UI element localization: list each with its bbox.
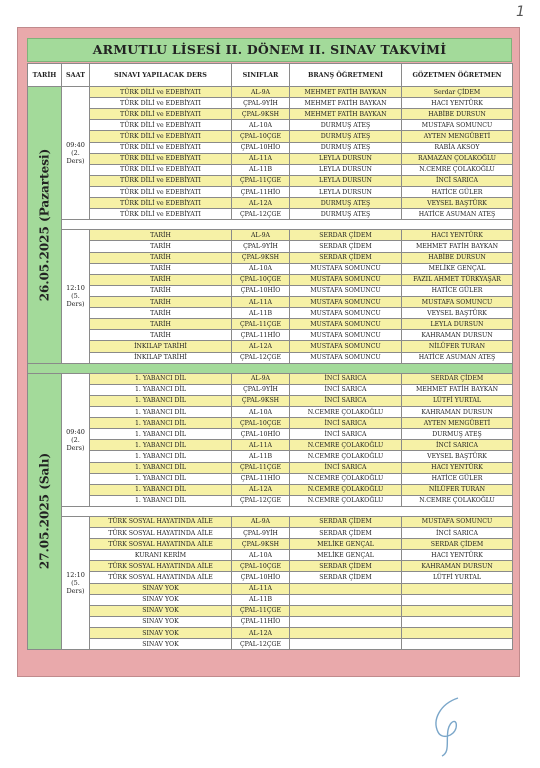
brans-cell: İNCİ SARICA [290, 384, 402, 395]
brans-cell: SERDAR ÇİDEM [290, 230, 402, 241]
brans-cell: LEYLA DURSUN [290, 153, 402, 164]
table-row [28, 98, 513, 109]
table-row [28, 539, 513, 550]
ders-cell: 1. YABANCI DİL [90, 373, 232, 384]
brans-cell: MUSTAFA SOMUNCU [290, 341, 402, 352]
sinif-cell: ÇPAL-11HİO [232, 616, 290, 627]
session-separator [28, 506, 513, 516]
sinif-cell: AL-10A [232, 406, 290, 417]
table-row [28, 373, 513, 384]
sinif-cell: ÇPAL-12ÇGE [232, 209, 290, 220]
ders-cell: TARİH [90, 263, 232, 274]
gozetmen-cell: MELİKE GENÇAL [402, 263, 513, 274]
sinif-cell: ÇPAL-12ÇGE [232, 495, 290, 506]
gozetmen-cell: N.CEMRE ÇOLAKOĞLU [402, 495, 513, 506]
brans-cell: N.CEMRE ÇOLAKOĞLU [290, 473, 402, 484]
brans-cell: LEYLA DURSUN [290, 175, 402, 186]
table-row [28, 241, 513, 252]
brans-cell: N.CEMRE ÇOLAKOĞLU [290, 451, 402, 462]
gozetmen-cell: LÜTFİ YURTAL [402, 572, 513, 583]
gozetmen-cell: AYTEN MENGÜBETİ [402, 131, 513, 142]
date-label: 27.05.2025 (Salı) [37, 453, 51, 570]
brans-cell: N.CEMRE ÇOLAKOĞLU [290, 440, 402, 451]
table-row [28, 473, 513, 484]
gozetmen-cell: MUSTAFA SOMUNCU [402, 120, 513, 131]
sinif-cell: ÇPAL-10ÇGE [232, 561, 290, 572]
brans-cell [290, 616, 402, 627]
ders-cell: SINAV YOK [90, 628, 232, 639]
sinif-cell: AL-11A [232, 153, 290, 164]
table-row [28, 550, 513, 561]
sinif-cell: ÇPAL-9YİH [232, 384, 290, 395]
gozetmen-cell: DURMUŞ ATEŞ [402, 429, 513, 440]
ders-cell: 1. YABANCI DİL [90, 473, 232, 484]
ders-cell: TARİH [90, 319, 232, 330]
table-row [28, 628, 513, 639]
time-cell: 12:10 (5. Ders) [62, 230, 90, 363]
ders-cell: TÜRK DİLİ ve EDEBİYATI [90, 175, 232, 186]
table-row [28, 605, 513, 616]
time-cell: 12:10 (5. Ders) [62, 516, 90, 649]
table-row [28, 209, 513, 220]
gozetmen-cell: HATİCE ASUMAN ATEŞ [402, 352, 513, 363]
ders-cell: 1. YABANCI DİL [90, 429, 232, 440]
day-separator [28, 363, 513, 373]
gozetmen-cell: VEYSEL BAŞTÜRK [402, 308, 513, 319]
ders-cell: İNKILAP TARİHİ [90, 352, 232, 363]
ders-cell: TARİH [90, 296, 232, 307]
brans-cell: DURMUŞ ATEŞ [290, 198, 402, 209]
ders-cell: SINAV YOK [90, 616, 232, 627]
brans-cell: MEHMET FATİH BAYKAN [290, 98, 402, 109]
sinif-cell: ÇPAL-10ÇGE [232, 418, 290, 429]
table-row [28, 330, 513, 341]
table-row [28, 198, 513, 209]
gozetmen-cell: HACI YENTÜRK [402, 230, 513, 241]
table-row [28, 153, 513, 164]
sinif-cell: AL-12A [232, 628, 290, 639]
ders-cell: TÜRK DİLİ ve EDEBİYATI [90, 209, 232, 220]
sinif-cell: ÇPAL-10ÇGE [232, 274, 290, 285]
table-row [28, 285, 513, 296]
ders-cell: TÜRK SOSYAL HAYATINDA AİLE [90, 561, 232, 572]
sinif-cell: ÇPAL-9KSH [232, 539, 290, 550]
header-gozetmen: GÖZETMEN ÖĞRETMEN [402, 64, 513, 87]
table-row [28, 175, 513, 186]
gozetmen-cell: HACI YENTÜRK [402, 462, 513, 473]
table-row [28, 462, 513, 473]
table-row [28, 495, 513, 506]
table-row [28, 395, 513, 406]
table-row [28, 296, 513, 307]
table-row [28, 319, 513, 330]
ders-cell: 1. YABANCI DİL [90, 395, 232, 406]
sinif-cell: ÇPAL-10HİO [232, 285, 290, 296]
gozetmen-cell: MUSTAFA SOMUNCU [402, 296, 513, 307]
table-row [28, 451, 513, 462]
brans-cell: MUSTAFA SOMUNCU [290, 296, 402, 307]
gozetmen-cell [402, 605, 513, 616]
ders-cell: TARİH [90, 274, 232, 285]
gozetmen-cell [402, 639, 513, 650]
brans-cell: MUSTAFA SOMUNCU [290, 330, 402, 341]
sinif-cell: AL-10A [232, 550, 290, 561]
brans-cell: İNCİ SARICA [290, 418, 402, 429]
gozetmen-cell: VEYSEL BAŞTÜRK [402, 451, 513, 462]
gozetmen-cell: SERDAR ÇİDEM [402, 539, 513, 550]
brans-cell: SERDAR ÇİDEM [290, 252, 402, 263]
sinif-cell: AL-12A [232, 341, 290, 352]
ders-cell: SINAV YOK [90, 639, 232, 650]
sinif-cell: ÇPAL-9YİH [232, 241, 290, 252]
gozetmen-cell: NİLÜFER TURAN [402, 484, 513, 495]
ders-cell: 1. YABANCI DİL [90, 418, 232, 429]
sinif-cell: ÇPAL-11HİO [232, 186, 290, 197]
sinif-cell: AL-9A [232, 230, 290, 241]
table-row [28, 516, 513, 527]
table-row [28, 639, 513, 650]
ders-cell: TÜRK DİLİ ve EDEBİYATI [90, 87, 232, 98]
table-row [28, 561, 513, 572]
sinif-cell: ÇPAL-12ÇGE [232, 639, 290, 650]
table-row [28, 142, 513, 153]
ders-cell: 1. YABANCI DİL [90, 451, 232, 462]
sinif-cell: AL-10A [232, 120, 290, 131]
ders-cell: TÜRK DİLİ ve EDEBİYATI [90, 153, 232, 164]
ders-cell: TÜRK SOSYAL HAYATINDA AİLE [90, 528, 232, 539]
table-row [28, 429, 513, 440]
header-saat: SAAT [62, 64, 90, 87]
sinif-cell: ÇPAL-9KSH [232, 109, 290, 120]
gozetmen-cell: İNCİ SARICA [402, 175, 513, 186]
sinif-cell: AL-11A [232, 440, 290, 451]
brans-cell: İNCİ SARICA [290, 373, 402, 384]
brans-cell: MUSTAFA SOMUNCU [290, 308, 402, 319]
gozetmen-cell [402, 594, 513, 605]
gozetmen-cell: HACI YENTÜRK [402, 98, 513, 109]
table-row [28, 406, 513, 417]
brans-cell: İNCİ SARICA [290, 429, 402, 440]
table-row [28, 120, 513, 131]
table-row [28, 594, 513, 605]
sinif-cell: AL-9A [232, 516, 290, 527]
table-row [28, 528, 513, 539]
brans-cell [290, 639, 402, 650]
sinif-cell: ÇPAL-11ÇGE [232, 175, 290, 186]
table-row [28, 616, 513, 627]
header-ders: SINAVI YAPILACAK DERS [90, 64, 232, 87]
brans-cell: MUSTAFA SOMUNCU [290, 274, 402, 285]
ders-cell: 1. YABANCI DİL [90, 462, 232, 473]
header-tarih: TARİH [28, 64, 62, 87]
sinif-cell: AL-11A [232, 296, 290, 307]
ders-cell: TÜRK DİLİ ve EDEBİYATI [90, 109, 232, 120]
ders-cell: TÜRK DİLİ ve EDEBİYATI [90, 131, 232, 142]
ders-cell: TÜRK DİLİ ve EDEBİYATI [90, 198, 232, 209]
brans-cell: SERDAR ÇİDEM [290, 572, 402, 583]
sinif-cell: ÇPAL-9KSH [232, 395, 290, 406]
gozetmen-cell: HABİBE DURSUN [402, 252, 513, 263]
header-sinif: SINIFLAR [232, 64, 290, 87]
schedule-title: ARMUTLU LİSESİ II. DÖNEM II. SINAV TAKVİMİ [27, 38, 512, 62]
sinif-cell: ÇPAL-10HİO [232, 429, 290, 440]
ders-cell: TÜRK DİLİ ve EDEBİYATI [90, 164, 232, 175]
gozetmen-cell: HATİCE ASUMAN ATEŞ [402, 209, 513, 220]
gozetmen-cell: KAHRAMAN DURSUN [402, 406, 513, 417]
sinif-cell: ÇPAL-11ÇGE [232, 462, 290, 473]
ders-cell: SINAV YOK [90, 594, 232, 605]
sinif-cell: ÇPAL-12ÇGE [232, 352, 290, 363]
brans-cell: MUSTAFA SOMUNCU [290, 352, 402, 363]
gozetmen-cell: HACI YENTÜRK [402, 550, 513, 561]
sinif-cell: ÇPAL-11ÇGE [232, 319, 290, 330]
ders-cell: 1. YABANCI DİL [90, 495, 232, 506]
table-row [28, 440, 513, 451]
sinif-cell: ÇPAL-11ÇGE [232, 605, 290, 616]
table-row [28, 352, 513, 363]
exam-schedule-table [27, 63, 513, 650]
gozetmen-cell: RABİA AKSOY [402, 142, 513, 153]
brans-cell: LEYLA DURSUN [290, 164, 402, 175]
brans-cell: MUSTAFA SOMUNCU [290, 319, 402, 330]
gozetmen-cell: İNCİ SARICA [402, 440, 513, 451]
sinif-cell: ÇPAL-11HİO [232, 473, 290, 484]
header-brans: BRANŞ ÖĞRETMENİ [290, 64, 402, 87]
gozetmen-cell: HATİCE GÜLER [402, 285, 513, 296]
gozetmen-cell [402, 616, 513, 627]
brans-cell: N.CEMRE ÇOLAKOĞLU [290, 484, 402, 495]
brans-cell: MEHMET FATİH BAYKAN [290, 87, 402, 98]
ders-cell: TARİH [90, 230, 232, 241]
ders-cell: SINAV YOK [90, 605, 232, 616]
sinif-cell: AL-12A [232, 484, 290, 495]
brans-cell: İNCİ SARICA [290, 462, 402, 473]
table-row [28, 274, 513, 285]
gozetmen-cell: MUSTAFA SOMUNCU [402, 516, 513, 527]
separator-cell [62, 506, 513, 516]
signature [420, 690, 480, 760]
table-row [28, 87, 513, 98]
sinif-cell: AL-11A [232, 583, 290, 594]
ders-cell: TARİH [90, 285, 232, 296]
gozetmen-cell: KAHRAMAN DURSUN [402, 330, 513, 341]
sinif-cell: AL-12A [232, 198, 290, 209]
table-row [28, 252, 513, 263]
brans-cell: MELİKE GENÇAL [290, 550, 402, 561]
gozetmen-cell: N.CEMRE ÇOLAKOĞLU [402, 164, 513, 175]
brans-cell: SERDAR ÇİDEM [290, 241, 402, 252]
brans-cell [290, 583, 402, 594]
date-label: 26.05.2025 (Pazartesi) [37, 148, 51, 302]
table-row [28, 484, 513, 495]
ders-cell: TARİH [90, 252, 232, 263]
table-row [28, 186, 513, 197]
day-separator-cell [28, 363, 513, 373]
separator-cell [62, 220, 513, 230]
sinif-cell: AL-11B [232, 594, 290, 605]
table-row [28, 572, 513, 583]
sinif-cell: AL-9A [232, 373, 290, 384]
brans-cell: SERDAR ÇİDEM [290, 561, 402, 572]
ders-cell: TÜRK DİLİ ve EDEBİYATI [90, 186, 232, 197]
ders-cell: TÜRK SOSYAL HAYATINDA AİLE [90, 572, 232, 583]
session-separator [28, 220, 513, 230]
ders-cell: KURANI KERİM [90, 550, 232, 561]
table-row [28, 341, 513, 352]
gozetmen-cell: MEHMET FATİH BAYKAN [402, 384, 513, 395]
table-row [28, 384, 513, 395]
brans-cell: DURMUŞ ATEŞ [290, 120, 402, 131]
ders-cell: TÜRK DİLİ ve EDEBİYATI [90, 98, 232, 109]
table-row [28, 109, 513, 120]
ders-cell: 1. YABANCI DİL [90, 406, 232, 417]
ders-cell: 1. YABANCI DİL [90, 440, 232, 451]
brans-cell: MUSTAFA SOMUNCU [290, 263, 402, 274]
date-cell [28, 373, 62, 650]
gozetmen-cell: NİLÜFER TURAN [402, 341, 513, 352]
gozetmen-cell: RAMAZAN ÇOLAKOĞLU [402, 153, 513, 164]
ders-cell: TÜRK SOSYAL HAYATINDA AİLE [90, 516, 232, 527]
brans-cell [290, 594, 402, 605]
brans-cell: DURMUŞ ATEŞ [290, 131, 402, 142]
brans-cell: N.CEMRE ÇOLAKOĞLU [290, 495, 402, 506]
gozetmen-cell: KAHRAMAN DURSUN [402, 561, 513, 572]
ders-cell: TARİH [90, 330, 232, 341]
ders-cell: TÜRK DİLİ ve EDEBİYATI [90, 120, 232, 131]
gozetmen-cell: HABİBE DURSUN [402, 109, 513, 120]
gozetmen-cell: FAZIL AHMET TÜRKYAŞAR [402, 274, 513, 285]
sinif-cell: ÇPAL-9YİH [232, 98, 290, 109]
brans-cell: MEHMET FATİH BAYKAN [290, 109, 402, 120]
table-row [28, 583, 513, 594]
brans-cell: N.CEMRE ÇOLAKOĞLU [290, 406, 402, 417]
page-number: 1 [516, 4, 525, 20]
brans-cell: DURMUŞ ATEŞ [290, 209, 402, 220]
ders-cell: TÜRK DİLİ ve EDEBİYATI [90, 142, 232, 153]
sinif-cell: ÇPAL-11HİO [232, 330, 290, 341]
gozetmen-cell: MEHMET FATİH BAYKAN [402, 241, 513, 252]
sinif-cell: AL-11B [232, 308, 290, 319]
table-row [28, 263, 513, 274]
gozetmen-cell: İNCİ SARICA [402, 528, 513, 539]
sinif-cell: ÇPAL-9KSH [232, 252, 290, 263]
table-row [28, 230, 513, 241]
gozetmen-cell [402, 628, 513, 639]
sinif-cell: AL-10A [232, 263, 290, 274]
gozetmen-cell: Serdar ÇİDEM [402, 87, 513, 98]
ders-cell: TÜRK SOSYAL HAYATINDA AİLE [90, 539, 232, 550]
brans-cell: İNCİ SARICA [290, 395, 402, 406]
time-cell: 09:40 (2. Ders) [62, 373, 90, 506]
sinif-cell: ÇPAL-9YİH [232, 528, 290, 539]
time-cell: 09:40 (2. Ders) [62, 87, 90, 220]
brans-cell: DURMUŞ ATEŞ [290, 142, 402, 153]
sinif-cell: ÇPAL-10HİO [232, 142, 290, 153]
ders-cell: İNKILAP TARİHİ [90, 341, 232, 352]
gozetmen-cell: AYTEN MENGÜBETİ [402, 418, 513, 429]
table-row [28, 164, 513, 175]
sinif-cell: AL-9A [232, 87, 290, 98]
gozetmen-cell: HATİCE GÜLER [402, 186, 513, 197]
date-cell [28, 87, 62, 364]
brans-cell: SERDAR ÇİDEM [290, 516, 402, 527]
sinif-cell: AL-11B [232, 164, 290, 175]
sinif-cell: AL-11B [232, 451, 290, 462]
table-row [28, 308, 513, 319]
brans-cell [290, 605, 402, 616]
gozetmen-cell: SERDAR ÇİDEM [402, 373, 513, 384]
ders-cell: TARİH [90, 241, 232, 252]
gozetmen-cell [402, 583, 513, 594]
gozetmen-cell: VEYSEL BAŞTÜRK [402, 198, 513, 209]
table-row [28, 131, 513, 142]
table-row [28, 418, 513, 429]
gozetmen-cell: LEYLA DURSUN [402, 319, 513, 330]
brans-cell: LEYLA DURSUN [290, 186, 402, 197]
gozetmen-cell: LÜTFİ YURTAL [402, 395, 513, 406]
ders-cell: 1. YABANCI DİL [90, 384, 232, 395]
gozetmen-cell: HATİCE GÜLER [402, 473, 513, 484]
brans-cell: SERDAR ÇİDEM [290, 528, 402, 539]
brans-cell: MELİKE GENÇAL [290, 539, 402, 550]
ders-cell: 1. YABANCI DİL [90, 484, 232, 495]
brans-cell: MUSTAFA SOMUNCU [290, 285, 402, 296]
sinif-cell: ÇPAL-10ÇGE [232, 131, 290, 142]
ders-cell: SINAV YOK [90, 583, 232, 594]
sinif-cell: ÇPAL-10HİO [232, 572, 290, 583]
ders-cell: TARİH [90, 308, 232, 319]
brans-cell [290, 628, 402, 639]
